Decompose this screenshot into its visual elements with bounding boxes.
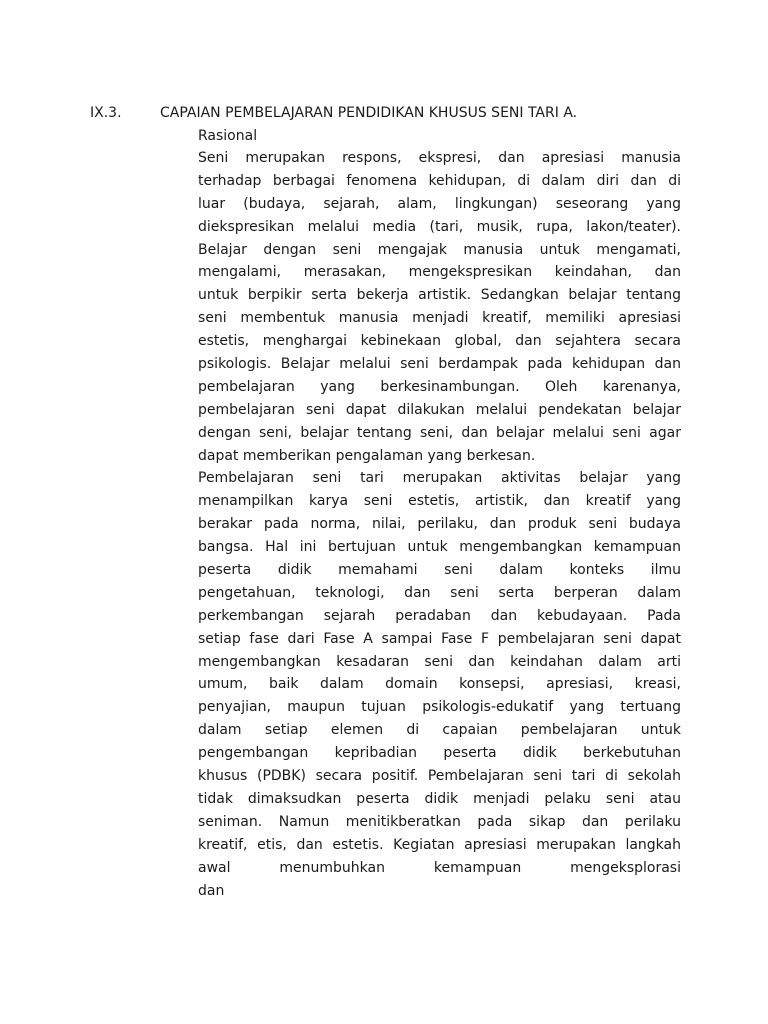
text-line: umum, baik dalam domain konsepsi, apresiasi, kreasi, bbox=[198, 676, 681, 693]
text-line: psikologis. Belajar melalui seni berdampak pada kehidupan dan bbox=[198, 356, 681, 373]
section-number: IX.3. bbox=[90, 105, 122, 121]
text-line: berakar pada norma, nilai, perilaku, dan produk seni budaya bbox=[198, 516, 681, 533]
text-line: diekspresikan melalui media (tari, musik, rupa, lakon/teater). bbox=[198, 218, 681, 235]
text-line: mengembangkan kesadaran seni dan keindahan dalam arti bbox=[198, 653, 681, 670]
text-line: untuk berpikir serta bekerja artistik. Sedangkan belajar tentang bbox=[198, 287, 681, 304]
text-line: pembelajaran seni dapat dilakukan melalui pendekatan belajar bbox=[198, 401, 681, 418]
text-line: mengalami, merasakan, mengekspresikan keindahan, dan bbox=[198, 264, 681, 281]
section-heading bbox=[90, 103, 690, 123]
text-line: peserta didik memahami seni dalam konteks ilmu bbox=[198, 562, 681, 579]
text-line: tidak dimaksudkan peserta didik menjadi pelaku seni atau bbox=[198, 790, 681, 807]
text-line: awal menumbuhkan kemampuan mengeksplorasi bbox=[198, 859, 681, 876]
text-line: kreatif, etis, dan estetis. Kegiatan apresiasi merupakan langkah bbox=[198, 836, 681, 853]
text-line: estetis, menghargai kebinekaan global, dan sejahtera secara bbox=[198, 333, 681, 350]
section-title: CAPAIAN PEMBELAJARAN PENDIDIKAN KHUSUS SENI TARI A. bbox=[160, 105, 578, 121]
text-line: terhadap berbagai fenomena kehidupan, di dalam diri dan di bbox=[198, 172, 681, 189]
text-line: pembelajaran yang berkesinambungan. Oleh karenanya, bbox=[198, 378, 681, 395]
text-line: setiap fase dari Fase A sampai Fase F pembelajaran seni dapat bbox=[198, 630, 681, 647]
text-line: Belajar dengan seni mengajak manusia untuk mengamati, bbox=[198, 241, 681, 258]
section-body bbox=[198, 125, 681, 902]
text-line: dalam setiap elemen di capaian pembelajaran untuk bbox=[198, 722, 681, 739]
text-line: dengan seni, belajar tentang seni, dan belajar melalui seni agar bbox=[198, 424, 681, 441]
text-line: Pembelajaran seni tari merupakan aktivitas belajar yang bbox=[198, 470, 681, 487]
text-line: pengetahuan, teknologi, dan seni serta berperan dalam bbox=[198, 584, 681, 601]
text-line: Seni merupakan respons, ekspresi, dan apresiasi manusia bbox=[198, 150, 681, 166]
text-line-last: dan bbox=[198, 882, 225, 899]
text-line: seni membentuk manusia menjadi kreatif, memiliki apresiasi bbox=[198, 310, 681, 327]
text-line-last: dapat memberikan pengalaman yang berkesan. bbox=[198, 447, 536, 464]
text-line: khusus (PDBK) secara positif. Pembelajaran seni tari di sekolah bbox=[198, 768, 681, 785]
text-line: penyajian, maupun tujuan psikologis-edukatif yang tertuang bbox=[198, 699, 681, 716]
text-line: perkembangan sejarah peradaban dan kebudayaan. Pada bbox=[198, 607, 681, 624]
text-line: menampilkan karya seni estetis, artistik, dan kreatif yang bbox=[198, 493, 681, 510]
paragraph-2 bbox=[198, 467, 681, 902]
text-line: seniman. Namun menitikberatkan pada sikap dan perilaku bbox=[198, 813, 681, 830]
text-line: pengembangan kepribadian peserta didik berkebutuhan bbox=[198, 745, 681, 762]
paragraph-1 bbox=[198, 147, 681, 467]
subheading-rasional: Rasional bbox=[198, 128, 258, 144]
text-line: bangsa. Hal ini bertujuan untuk mengembangkan kemampuan bbox=[198, 539, 681, 556]
text-line: luar (budaya, sejarah, alam, lingkungan) seseorang yang bbox=[198, 195, 681, 212]
